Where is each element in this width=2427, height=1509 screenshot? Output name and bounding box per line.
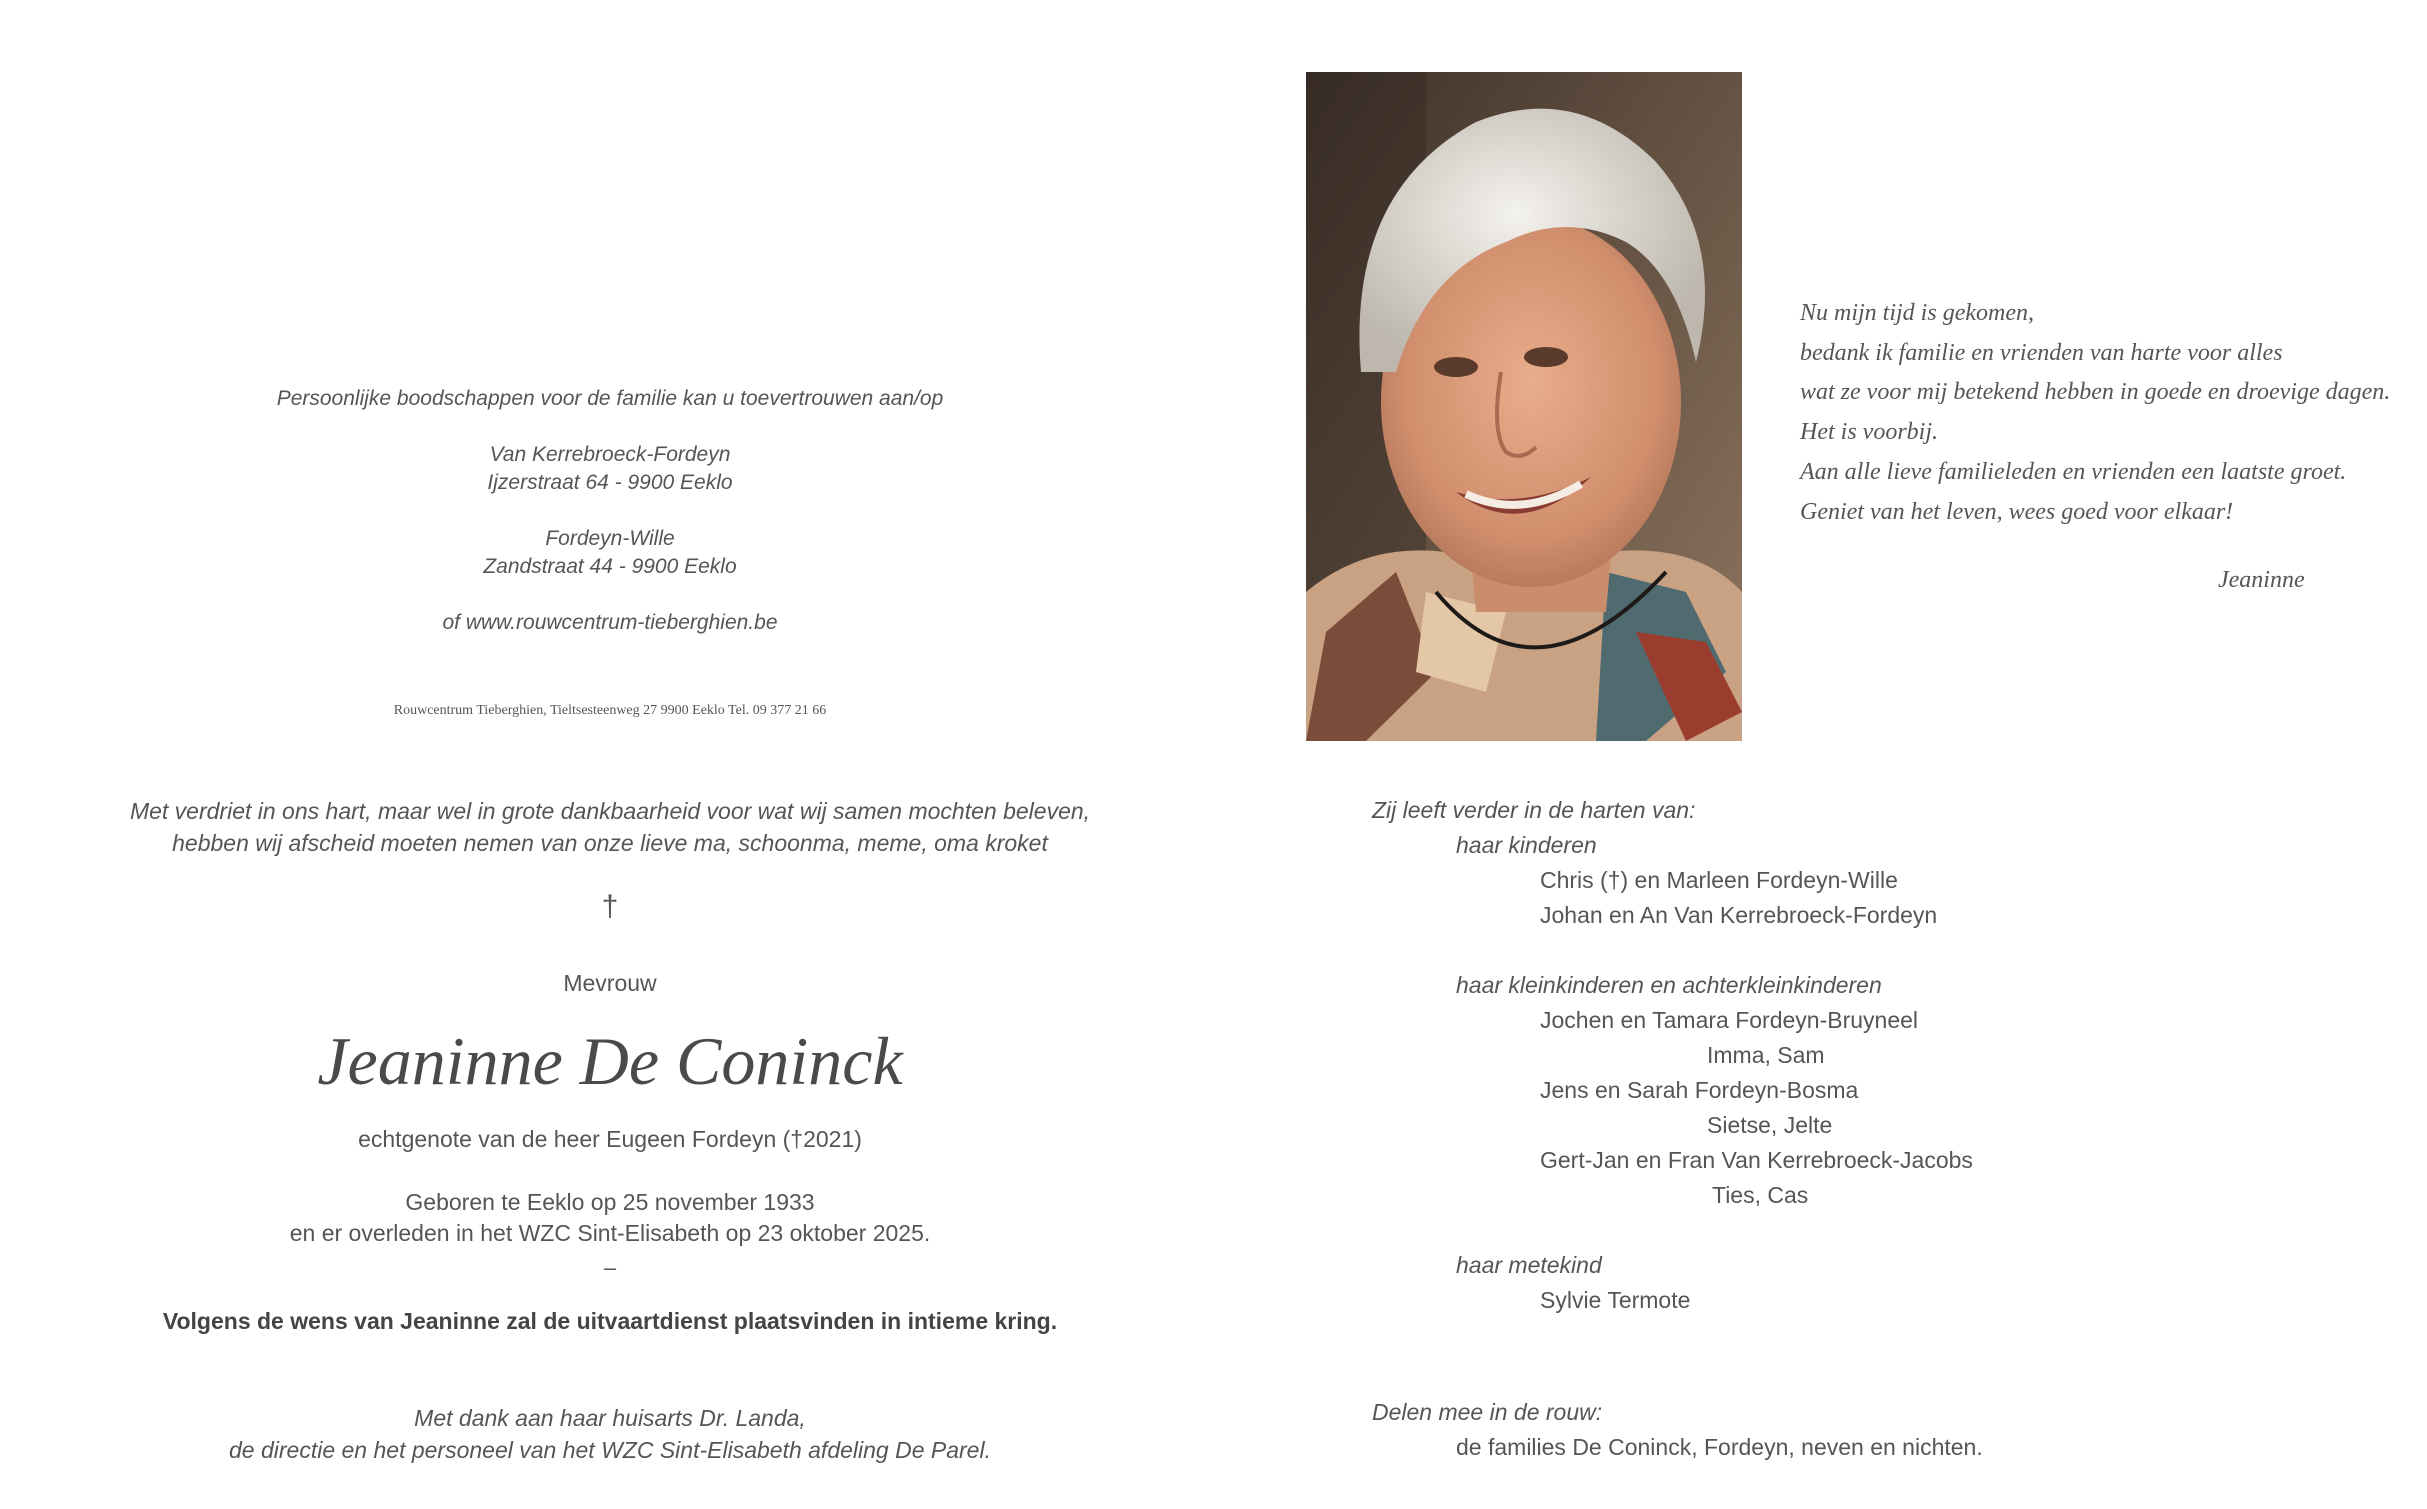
children-label: haar kinderen [1456, 832, 1597, 858]
address-street-1: Ijzerstraat 64 - 9900 Eeklo [487, 471, 733, 494]
poem-line-4: Het is voorbij. [1800, 419, 1938, 446]
intro-line-2: hebben wij afscheid moeten nemen van onze lieve ma, schoonma, meme, oma kroket [172, 830, 1048, 856]
honorific-title: Mevrouw [563, 970, 657, 996]
death-line: en er overleden in het WZC Sint-Elisabeth op 23 oktober 2025. [289, 1220, 931, 1246]
birth-line: Geboren te Eeklo op 25 november 1933 [405, 1189, 815, 1215]
grandchild-couple-3: Gert-Jan en Fran Van Kerrebroeck-Jacobs [1540, 1147, 1973, 1173]
cross-icon: † [601, 890, 619, 923]
announcement-intro [0, 795, 1220, 859]
intro-line-1: Met verdriet in ons hart, maar wel in grote dankbaarheid voor wat wij samen mochten beleven, [129, 798, 1091, 824]
great-grandchildren-1: Imma, Sam [1707, 1042, 1825, 1068]
address-name-1: Van Kerrebroeck-Fordeyn [489, 443, 731, 466]
great-grandchildren-3: Ties, Cas [1712, 1182, 1809, 1208]
funeral-home-info: Rouwcentrum Tieberghien, Tieltsesteenweg 27 9900 Eeklo Tel. 09 377 21 66 [393, 703, 827, 718]
thanks-line-1: Met dank aan haar huisarts Dr. Landa, [414, 1405, 806, 1431]
great-grandchildren-2: Sietse, Jelte [1707, 1112, 1833, 1138]
poem-line-3: wat ze voor mij betekend hebben in goede en droevige dagen. [1800, 379, 2391, 406]
child-2: Johan en An Van Kerrebroeck-Fordeyn [1540, 902, 1938, 928]
messages-block [0, 385, 1220, 637]
farewell-poem [1800, 294, 2400, 532]
address-street-2: Zandstraat 44 - 9900 Eeklo [483, 555, 737, 578]
funeral-wish: Volgens de wens van Jeaninne zal de uitvaartdienst plaatsvinden in intieme kring. [162, 1308, 1058, 1334]
poem-line-5: Aan alle lieve familieleden en vrienden een laatste groet. [1800, 458, 2347, 485]
address-name-2: Fordeyn-Wille [545, 527, 675, 550]
poem-line-1: Nu mijn tijd is gekomen, [1800, 300, 2034, 326]
spouse-line: echtgenote van de heer Eugeen Fordeyn (†2021) [358, 1126, 862, 1152]
thanks-line-2: de directie en het personeel van het WZC Sint-Elisabeth afdeling De Parel. [229, 1437, 991, 1463]
thanks-block [0, 1402, 1220, 1466]
messages-intro: Persoonlijke boodschappen voor de familie kan u toevertrouwen aan/op [276, 387, 944, 410]
mourning-families: de families De Coninck, Fordeyn, neven en nichten. [1456, 1434, 1983, 1460]
portrait-photo [1306, 72, 1742, 741]
child-1: Chris (†) en Marleen Fordeyn-Wille [1540, 867, 1898, 893]
grandchildren-label: haar kleinkinderen en achterkleinkinderen [1456, 972, 1882, 998]
godchild-label: haar metekind [1456, 1252, 1602, 1278]
family-heading: Zij leeft verder in de harten van: [1372, 797, 1696, 823]
grandchild-couple-1: Jochen en Tamara Fordeyn-Bruyneel [1540, 1007, 1919, 1033]
life-dates [0, 1187, 1220, 1249]
separator-dash: – [603, 1255, 617, 1280]
deceased-name: Jeaninne De Coninck [317, 1023, 903, 1099]
poem-line-6: Geniet van het leven, wees goed voor elkaar! [1800, 498, 2234, 525]
website-link[interactable]: of www.rouwcentrum-tieberghien.be [442, 611, 778, 634]
godchild-name: Sylvie Termote [1540, 1287, 1691, 1313]
grandchild-couple-2: Jens en Sarah Fordeyn-Bosma [1540, 1077, 1859, 1103]
mourning-heading: Delen mee in de rouw: [1372, 1399, 1603, 1425]
poem-line-2: bedank ik familie en vrienden van harte voor alles [1800, 339, 2283, 366]
poem-signature: Jeaninne [2218, 567, 2305, 593]
